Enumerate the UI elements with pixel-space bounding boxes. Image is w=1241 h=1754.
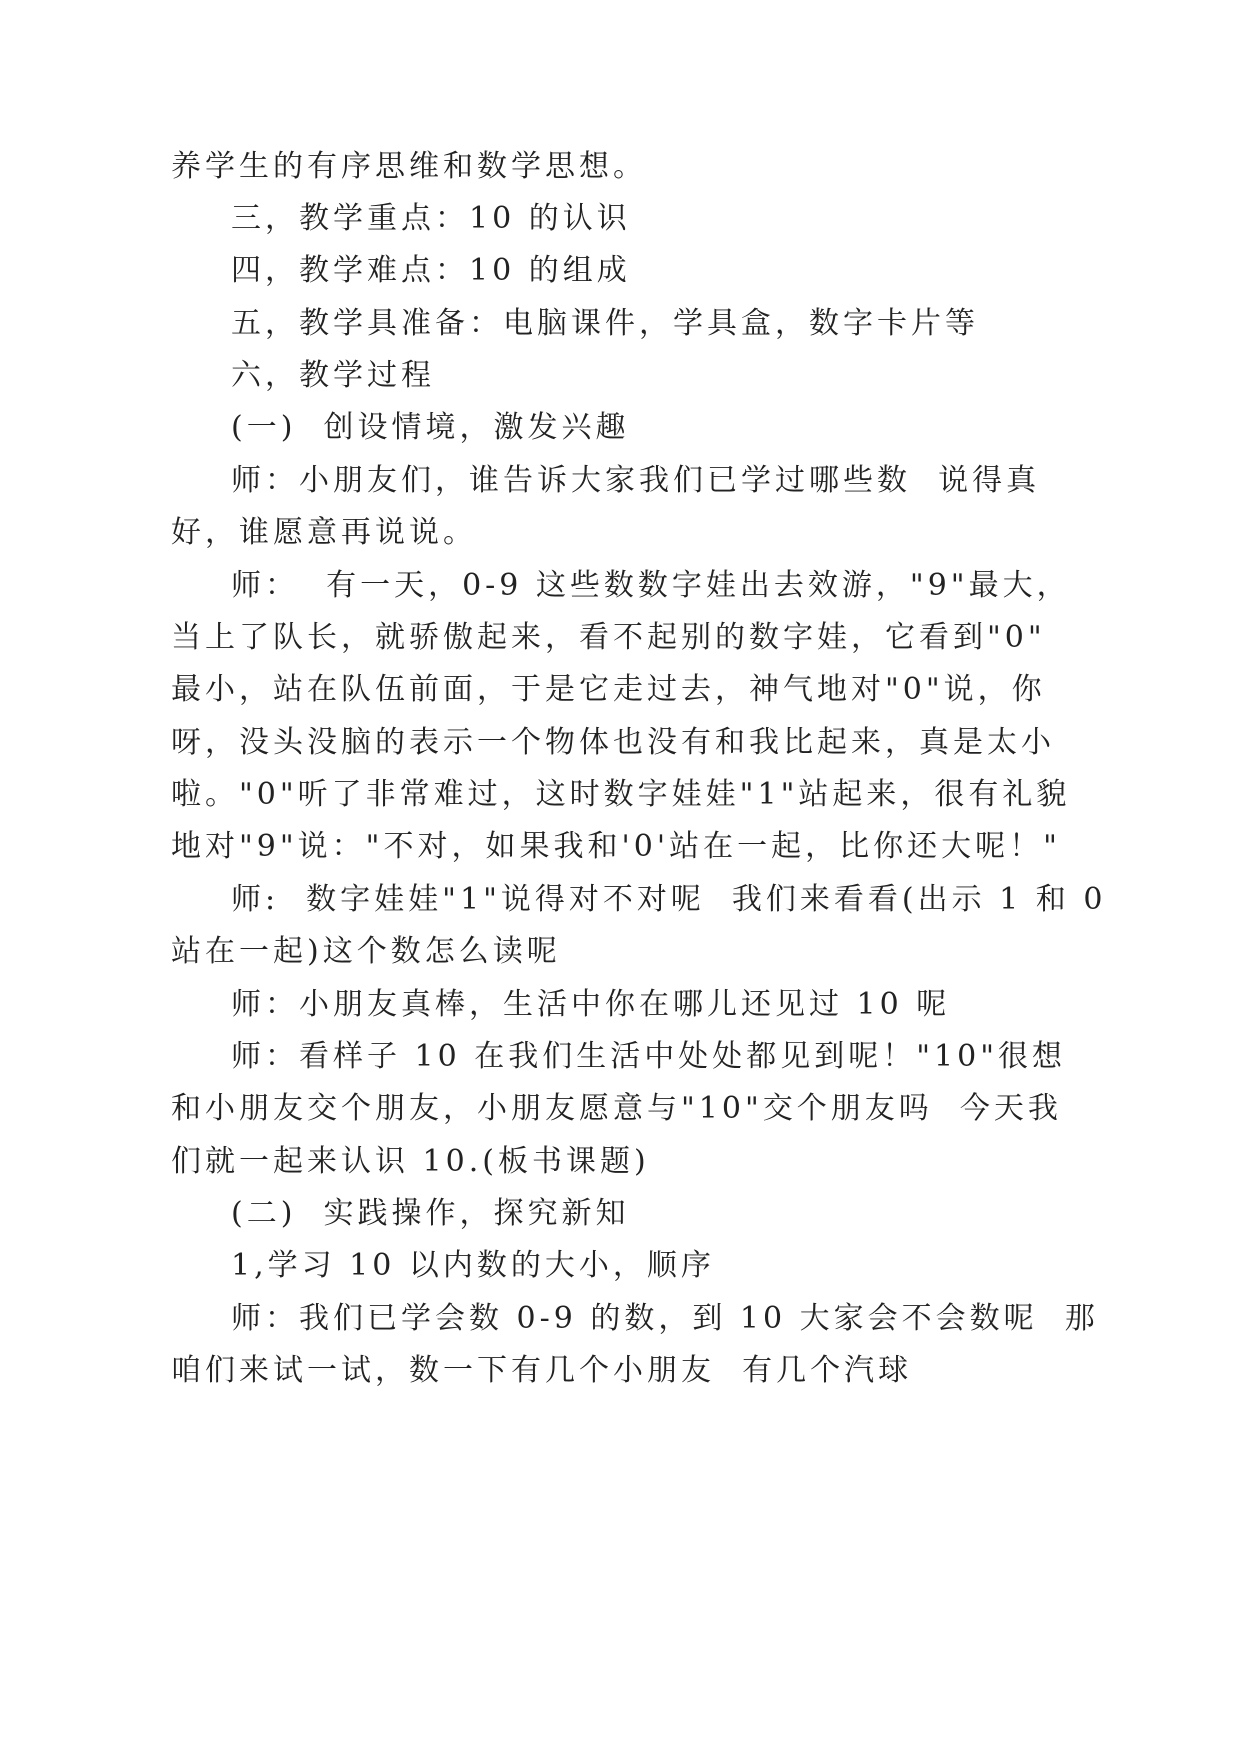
text-line: 养学生的有序思维和数学思想。 [171,149,647,184]
text-line: 师：我们已学会数 0-9 的数，到 10 大家会不会数呢 那 [231,1301,1099,1336]
text-line: 当上了队长，就骄傲起来，看不起别的数字娃，它看到"0" [171,620,1046,655]
text-line: 师： 有一天，0-9 这些数数字娃出去效游，"9"最大， [231,568,1071,603]
text-line: 们就一起来认识 10.(板书课题) [171,1144,650,1179]
section-heading: (一) 创设情境，激发兴趣 [231,410,630,445]
text-line: 三，教学重点：10 的认识 [231,201,631,236]
text-line: 地对"9"说："不对，如果我和'0'站在一起，比你还大呢！" [171,829,1061,864]
text-line: 师：小朋友们，谁告诉大家我们已学过哪些数 说得真 [231,463,1041,498]
text-line: 师：看样子 10 在我们生活中处处都见到呢！"10"很想 [231,1039,1067,1074]
text-line: 师：小朋友真棒，生活中你在哪儿还见过 10 呢 [231,987,951,1022]
text-line: 呀，没头没脑的表示一个物体也没有和我比起来，真是太小 [171,725,1055,760]
section-heading: (二) 实践操作，探究新知 [231,1196,630,1231]
text-line: 五，教学具准备：电脑课件，学具盒，数字卡片等 [231,306,979,341]
text-line: 和小朋友交个朋友，小朋友愿意与"10"交个朋友吗 今天我 [171,1091,1062,1126]
text-line: 师: 数字娃娃"1"说得对不对呢 我们来看看(出示 1 和 0 [231,882,1107,917]
text-line: 咱们来试一试，数一下有几个小朋友 有几个汽球 [171,1353,913,1388]
text-line: 1,学习 10 以内数的大小，顺序 [231,1248,715,1283]
text-line: 四，教学难点：10 的组成 [231,253,631,288]
text-line: 啦。"0"听了非常难过，这时数字娃娃"1"站起来，很有礼貌 [171,777,1071,812]
text-line: 六，教学过程 [231,358,435,393]
text-line: 最小，站在队伍前面，于是它走过去，神气地对"0"说，你 [171,672,1046,707]
text-line: 站在一起)这个数怎么读呢 [171,934,561,969]
text-line: 好，谁愿意再说说。 [171,515,477,550]
